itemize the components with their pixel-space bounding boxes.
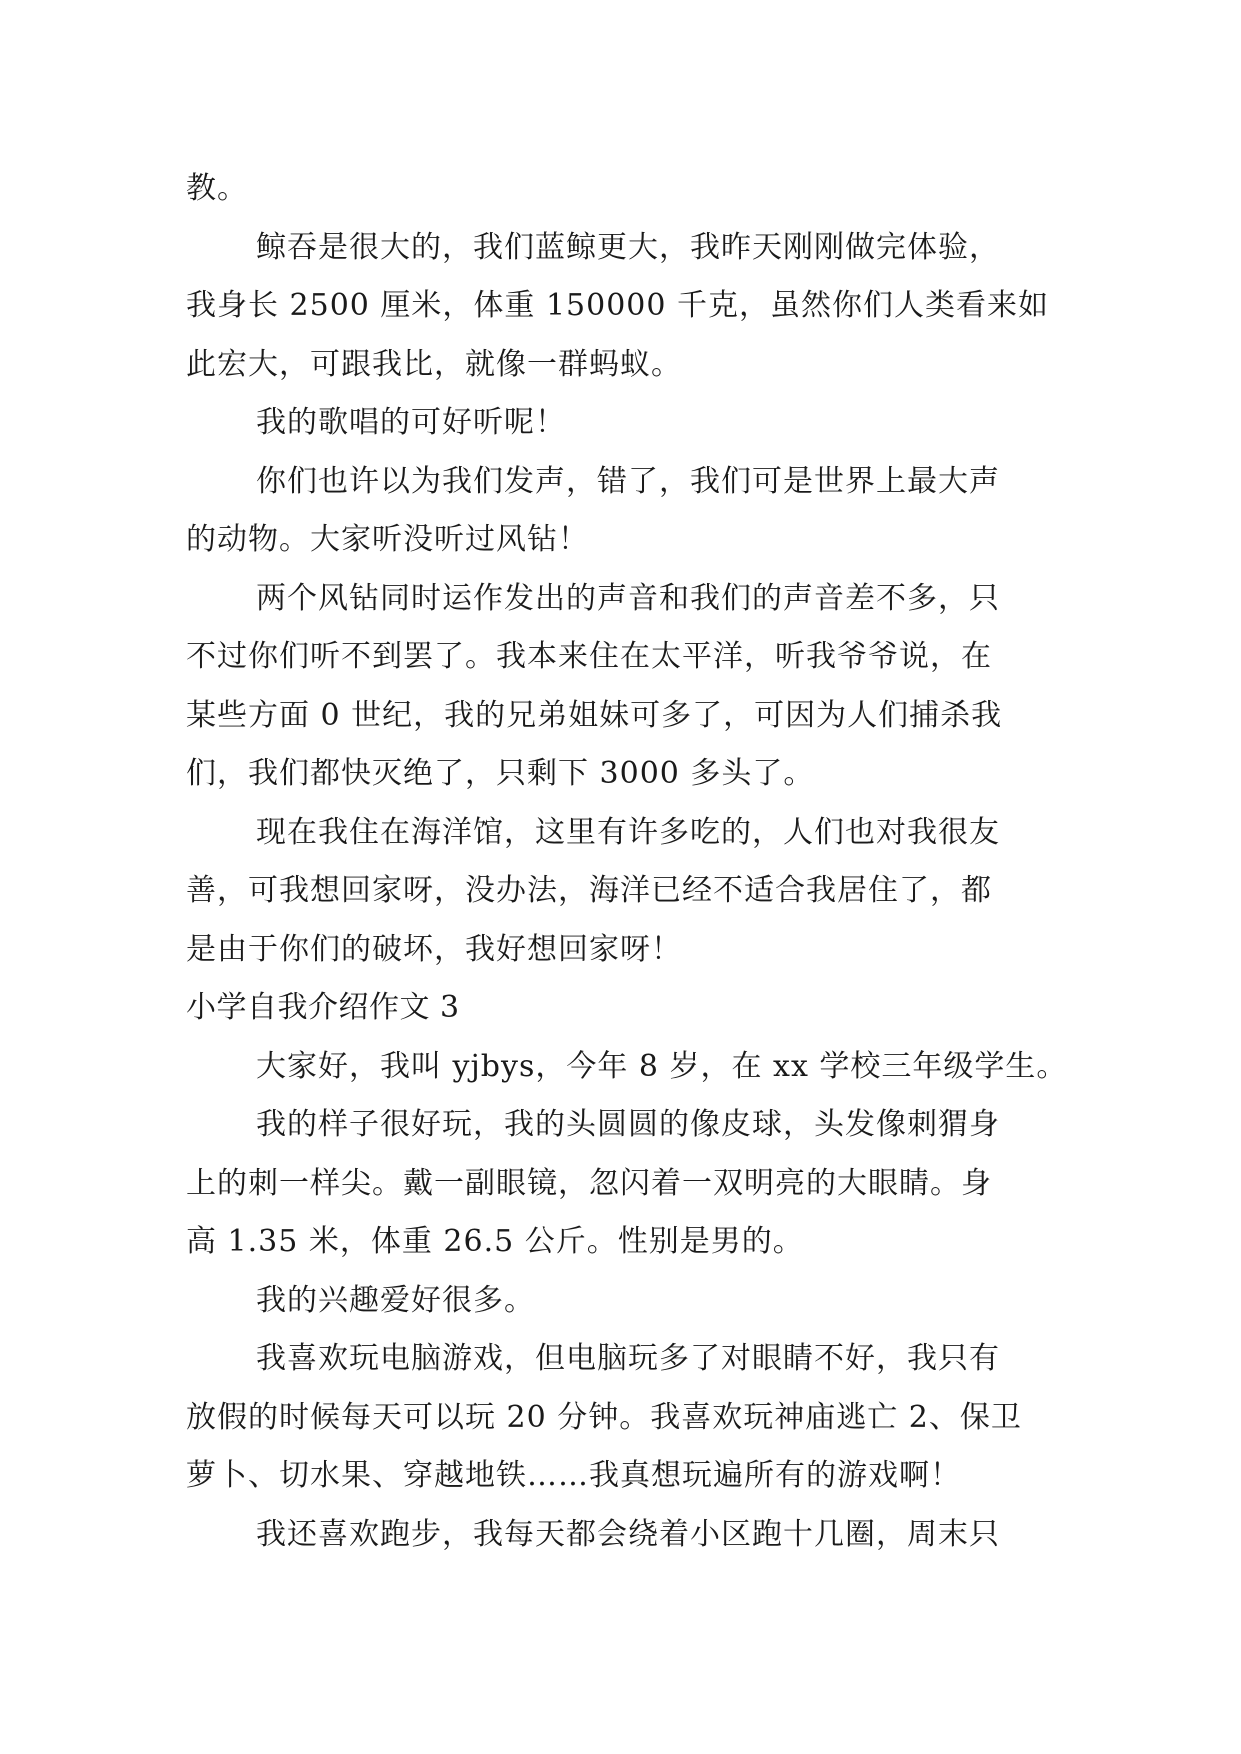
text-line: 高 1.35 米，体重 26.5 公斤。性别是男的。 [186, 1224, 804, 1259]
text-line: 我还喜欢跑步，我每天都会绕着小区跑十几圈，周末只 [256, 1516, 1000, 1552]
text-line: 鲸吞是很大的，我们蓝鲸更大，我昨天刚刚做完体验， [256, 229, 1000, 265]
text-line: 善，可我想回家呀，没办法，海洋已经不适合我居住了，都 [186, 873, 992, 908]
text-line: 此宏大，可跟我比，就像一群蚂蚁。 [186, 346, 682, 382]
text-line: 两个风钻同时运作发出的声音和我们的声音差不多，只 [256, 580, 1000, 616]
text-line: 某些方面 0 世纪，我的兄弟姐妹可多了，可因为人们捕杀我 [186, 697, 1003, 733]
text-line: 萝卜、切水果、穿越地铁……我真想玩遍所有的游戏啊！ [186, 1458, 961, 1493]
text-line: 们，我们都快灭绝了，只剩下 3000 多头了。 [186, 756, 815, 791]
text-line: 是由于你们的破坏，我好想回家呀！ [186, 931, 682, 967]
text-line: 大家好，我叫 yjbys，今年 8 岁，在 xx 学校三年级学生。 [256, 1048, 1068, 1084]
text-line: 我喜欢玩电脑游戏，但电脑玩多了对眼睛不好，我只有 [256, 1341, 1000, 1376]
document-body [186, 160, 1066, 1564]
text-line: 放假的时候每天可以玩 20 分钟。我喜欢玩神庙逃亡 2、保卫 [186, 1399, 1022, 1435]
text-line: 现在我住在海洋馆，这里有许多吃的，人们也对我很友 [256, 814, 1000, 850]
text-line: 我的样子很好玩，我的头圆圆的像皮球，头发像刺猬身 [256, 1107, 1000, 1142]
text-line: 你们也许以为我们发声，错了，我们可是世界上最大声 [256, 463, 1000, 499]
text-line: 的动物。大家听没听过风钻！ [186, 522, 589, 557]
section-heading: 小学自我介绍作文 3 [186, 990, 460, 1025]
text-line: 我身长 2500 厘米，体重 150000 千克，虽然你们人类看来如 [186, 288, 1050, 323]
text-line: 我的歌唱的可好听呢！ [256, 405, 566, 440]
text-line: 不过你们听不到罢了。我本来住在太平洋，听我爷爷说，在 [186, 639, 992, 674]
text-line: 我的兴趣爱好很多。 [256, 1282, 535, 1318]
text-line: 上的刺一样尖。戴一副眼镜，忽闪着一双明亮的大眼睛。身 [186, 1165, 992, 1201]
text-line: 教。 [186, 171, 248, 206]
